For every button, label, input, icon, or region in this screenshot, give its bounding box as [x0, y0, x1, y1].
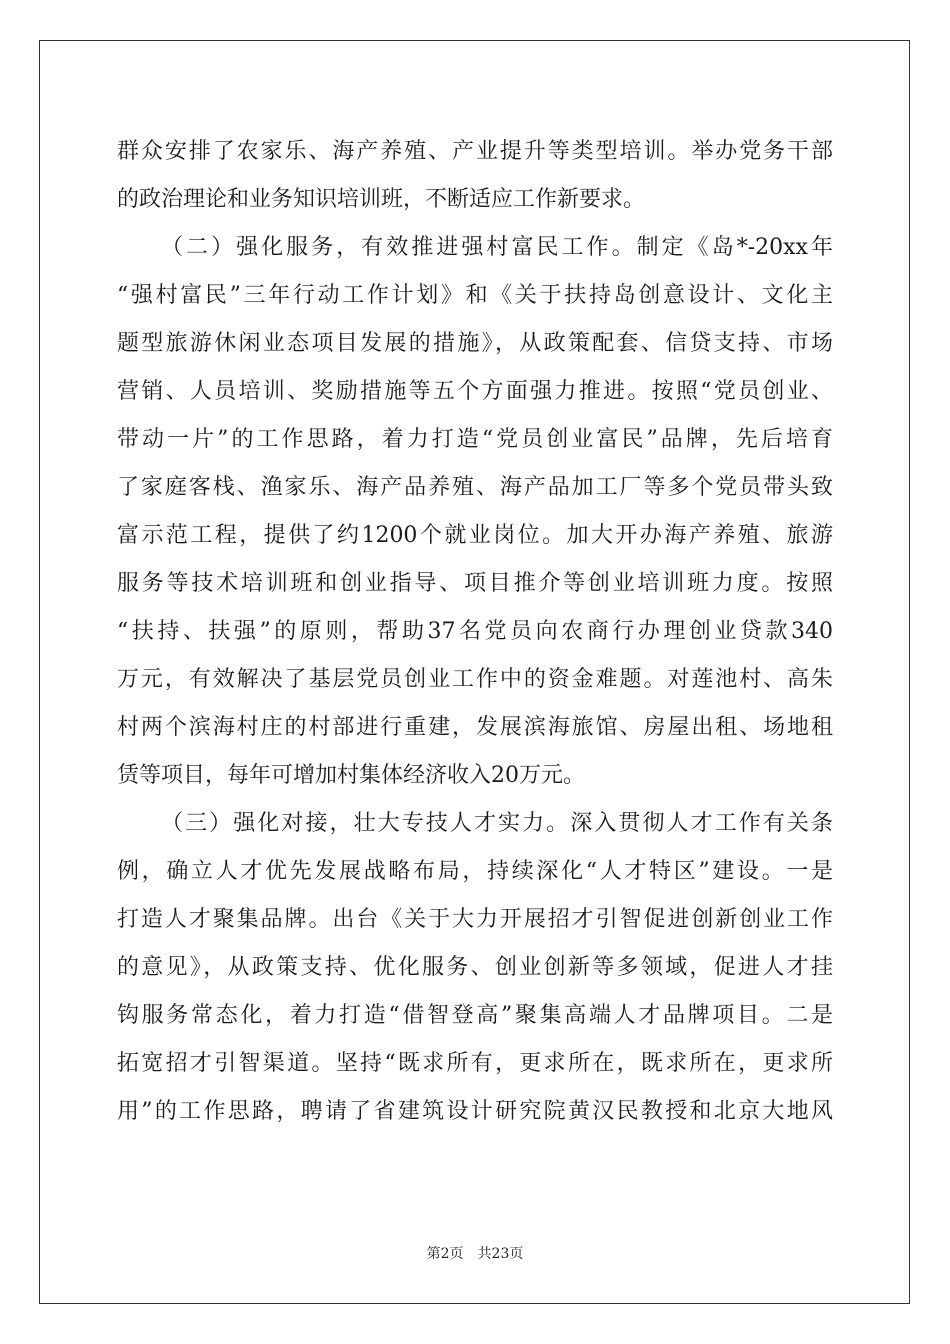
body-line: 赁等项目，每年可增加村集体经济收入20万元。	[117, 763, 585, 788]
document-body	[117, 128, 833, 1136]
body-line: 打造人才聚集品牌。出台《关于大力开展招才引智促进创新创业工作	[117, 907, 833, 932]
body-line: 题型旅游休闲业态项目发展的措施》，从政策配套、信贷支持、市场	[117, 331, 833, 356]
body-line: 服务等技术培训班和创业指导、项目推介等创业培训班力度。按照	[117, 571, 833, 596]
page-total: 共23页	[477, 1246, 524, 1262]
body-line: （二）强化服务，有效推进强村富民工作。制定《岛*-20xx年	[161, 235, 833, 260]
body-line: 的意见》，从政策支持、优化服务、创业创新等多领域，促进人才挂	[117, 955, 833, 980]
body-line: 富示范工程，提供了约1200个就业岗位。加大开办海产养殖、旅游	[117, 523, 833, 548]
body-line: 群众安排了农家乐、海产养殖、产业提升等类型培训。举办党务干部	[117, 139, 833, 164]
body-line: 的政治理论和业务知识培训班，不断适应工作新要求。	[117, 187, 646, 212]
body-line: 带动一片”的工作思路，着力打造“党员创业富民”品牌，先后培育	[117, 427, 833, 452]
body-line: 村两个滨海村庄的村部进行重建，发展滨海旅馆、房屋出租、场地租	[117, 715, 833, 740]
body-line: 例，确立人才优先发展战略布局，持续深化“人才特区”建设。一是	[117, 859, 833, 884]
body-line: （三）强化对接，壮大专技人才实力。深入贯彻人才工作有关条	[161, 811, 833, 836]
body-line: 钩服务常态化，着力打造“借智登高”聚集高端人才品牌项目。二是	[117, 1003, 833, 1028]
body-line: 万元，有效解决了基层党员创业工作中的资金难题。对莲池村、高朱	[117, 667, 833, 692]
body-line: “强村富民”三年行动工作计划》和《关于扶持岛创意设计、文化主	[117, 283, 833, 308]
body-line: 用”的工作思路，聘请了省建筑设计研究院黄汉民教授和北京大地风	[117, 1099, 833, 1124]
page-number: 第2页	[426, 1246, 464, 1262]
body-line: 拓宽招才引智渠道。坚持“既求所有，更求所在，既求所在，更求所	[117, 1051, 833, 1076]
page-footer	[0, 1244, 950, 1264]
body-line: 营销、人员培训、奖励措施等五个方面强力推进。按照“党员创业、	[117, 379, 833, 404]
body-line: “扶持、扶强”的原则，帮助37名党员向农商行办理创业贷款340	[117, 619, 833, 644]
body-line: 了家庭客栈、渔家乐、海产品养殖、海产品加工厂等多个党员带头致	[117, 475, 833, 500]
